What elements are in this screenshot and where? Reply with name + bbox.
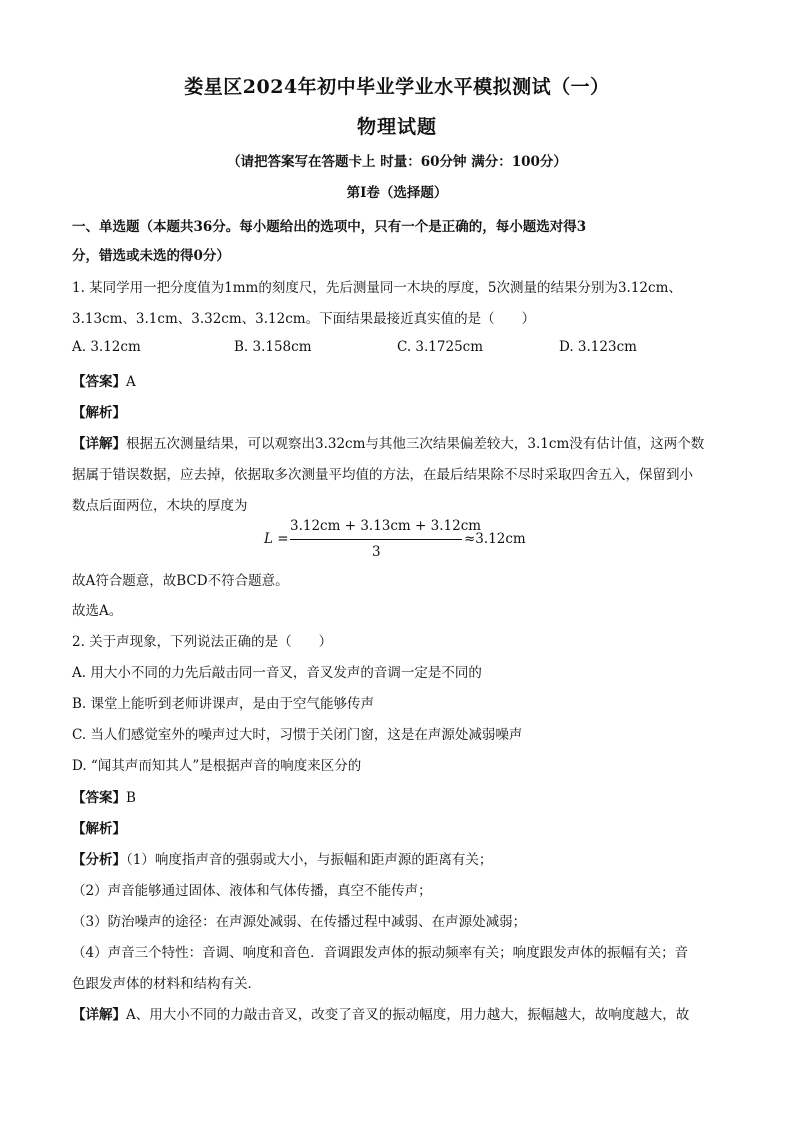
thickness-formula (264, 518, 564, 566)
q2-fenxi-line2: （2）声音能够通过固体、液体和气体传播，真空不能传声； (72, 883, 432, 899)
section-heading-line2: 分，错选或未选的得0分） (72, 248, 230, 264)
q2-fenxi-text1: （1）响度指声音的强弱或大小，与振幅和距声源的距离有关； (126, 852, 493, 868)
q2-option-a: A. 用大小不同的力先后敲击同一音叉，音叉发声的音调一定是不同的 (72, 665, 482, 681)
formula-numerator: 3.12cm + 3.13cm + 3.12cm (290, 518, 482, 534)
q2-answer (72, 786, 724, 806)
q1-detail-line1 (72, 432, 724, 452)
q1-analysis-tag: 【解析】 (72, 405, 126, 421)
q1-detail-tag: 【详解】 (72, 436, 126, 452)
q2-option-c: C. 当人们感觉室外的噪声过大时，习惯于关闭门窗，这是在声源处减弱噪声 (72, 727, 523, 743)
q1-stem-line2: 3.13cm、3.1cm、3.32cm、3.12cm。下面结果最接近真实值的是（ ） (72, 311, 536, 327)
formula-rhs: ≈3.12cm (464, 531, 526, 547)
q2-option-b: B. 课堂上能听到老师讲课声，是由于空气能够传声 (72, 696, 375, 712)
q1-option-a: A. 3.12cm (72, 339, 141, 355)
q1-detail-text1: 根据五次测量结果，可以观察出3.32cm与其他三次结果偏差较大，3.1cm没有估计值，这两个数 (126, 436, 705, 452)
q2-detail-line1 (72, 1003, 724, 1023)
q1-detail-line3: 数点后面两位，木块的厚度为 (72, 498, 248, 514)
q2-detail-tag: 【详解】 (72, 1007, 126, 1023)
q1-answer (72, 370, 724, 390)
q1-answer-value: A (126, 374, 136, 390)
q2-fenxi-tag: 【分析】 (72, 852, 126, 868)
exam-title: 娄星区2024年初中毕业学业水平模拟测试（一） (184, 76, 610, 98)
q1-conclusion-line1: 故A符合题意，故BCD不符合题意。 (72, 573, 289, 589)
q1-conclusion-line2: 故选A。 (72, 603, 123, 619)
q2-stem: 2. 关于声现象，下列说法正确的是（ ） (72, 634, 333, 650)
q2-fenxi-line1 (72, 848, 724, 868)
formula-lhs: L = (264, 531, 289, 547)
q2-option-d: D. “闻其声而知其人”是根据声音的响度来区分的 (72, 758, 362, 774)
q1-stem-line1: 1. 某同学用一把分度值为1mm的刻度尺，先后测量同一木块的厚度，5次测量的结果分别为3.12cm、 (72, 280, 682, 296)
q1-option-d: D. 3.123cm (559, 339, 637, 355)
volume-heading: 第Ⅰ卷（选择题） (346, 185, 448, 201)
q1-detail-line2: 据属于错误数据，应去掉，依据取多次测量平均值的方法，在最后结果除不尽时采取四舍五入，保留到小 (72, 467, 693, 483)
q2-fenxi-line3: （3）防治噪声的途径：在声源处减弱、在传播过程中减弱、在声源处减弱； (72, 914, 527, 930)
q2-analysis-tag: 【解析】 (72, 821, 126, 837)
q2-fenxi-line4: （4）声音三个特性：音调、响度和音色．音调跟发声体的振动频率有关；响度跟发声体的振幅有关；音 (72, 945, 689, 961)
exam-instructions: （请把答案写在答题卡上 时量：60分钟 满分：100分） (227, 154, 567, 170)
fraction-bar (290, 539, 462, 540)
q1-option-c: C. 3.1725cm (397, 339, 484, 355)
q1-answer-tag: 【答案】 (72, 374, 126, 390)
q2-detail-text1: A、用大小不同的力敲击音叉，改变了音叉的振动幅度，用力越大，振幅越大，故响度越大，故 (126, 1007, 690, 1023)
section-heading-line1: 一、单选题（本题共36分。每小题给出的选项中，只有一个是正确的，每小题选对得3 (72, 219, 587, 235)
q2-answer-tag: 【答案】 (72, 790, 126, 806)
q1-option-b: B. 3.158cm (234, 339, 312, 355)
q2-answer-value: B (126, 790, 136, 806)
q2-fenxi-line5: 色跟发声体的材料和结构有关． (72, 976, 261, 992)
formula-denominator: 3 (372, 544, 381, 560)
subject-title: 物理试题 (356, 116, 437, 138)
